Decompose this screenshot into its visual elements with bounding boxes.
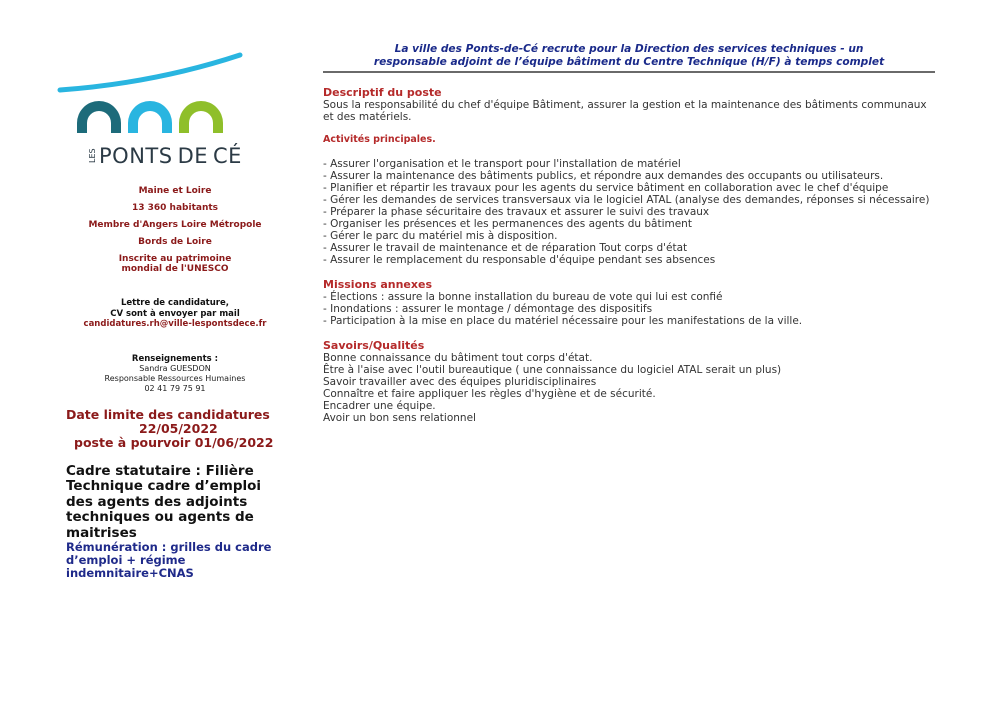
activites-list (323, 158, 935, 266)
list-item: - Inondations : assurer le montage / démontage des dispositifs (323, 303, 653, 315)
logo-graphic (55, 45, 255, 175)
contact-name: Sandra GUESDON (139, 363, 211, 373)
section-descriptif (323, 87, 935, 123)
list-item: - Gérer le parc du matériel mis à disposition. (323, 230, 558, 242)
section-savoirs (323, 340, 935, 424)
list-item: Savoir travailler avec des équipes pluridisciplinaires (323, 376, 597, 388)
list-item: Connaître et faire appliquer les règles d'hygiène et de sécurité. (323, 388, 656, 400)
list-item: - Préparer la phase sécuritaire des travaux et assurer le suivi des travaux (323, 206, 710, 218)
descriptif-text: Sous la responsabilité du chef d'équipe Bâtiment, assurer la gestion et la maintenance des bâtiments communaux et des matériels. (323, 99, 927, 123)
info-metropole: Membre d'Angers Loire Métropole (88, 220, 262, 230)
info-population: 13 360 habitants (131, 203, 219, 213)
dates-block (66, 408, 300, 450)
deadline-date: 22/05/2022 (139, 420, 218, 436)
cadre-statutaire: Cadre statutaire : Filière Technique cadre d’emploi des agents des adjoints techniques ou agents de maitrises (66, 462, 262, 541)
list-item: - Assurer le remplacement du responsable d'équipe pendant ses absences (323, 254, 716, 266)
application-email[interactable]: candidatures.rh@ville-lespontsdece.fr (83, 319, 267, 329)
sidebar (50, 45, 300, 580)
list-item: - Assurer l'organisation et le transport pour l'installation de matériel (323, 158, 681, 170)
list-item: Encadrer une équipe. (323, 400, 436, 412)
activites-heading: Activités principales. (323, 134, 436, 145)
list-item: - Assurer la maintenance des bâtiments publics, et répondre aux demandes des occupants ou utilisateurs. (323, 170, 884, 182)
city-logo (55, 45, 255, 175)
job-title-line-1: La ville des Ponts-de-Cé recrute pour la Direction des services techniques - un (394, 43, 864, 55)
info-loire: Bords de Loire (138, 237, 212, 247)
contact-info (50, 354, 300, 394)
missions-list (323, 291, 935, 327)
info-region: Maine et Loire (138, 186, 212, 196)
savoirs-heading: Savoirs/Qualités (323, 339, 425, 352)
savoirs-list (323, 352, 935, 424)
list-item: - Planifier et répartir les travaux pour les agents du service bâtiment en collaboration avec le chef d'équipe (323, 182, 889, 194)
info-unesco-2: mondial de l'UNESCO (121, 264, 229, 274)
job-content (323, 43, 935, 424)
logo-prefix: LES (88, 148, 97, 163)
section-activites (323, 134, 935, 266)
logo-arc-1 (77, 101, 121, 133)
logo-swoosh (60, 55, 240, 90)
start-date: poste à pourvoir 01/06/2022 (74, 434, 274, 450)
contact-role: Responsable Ressources Humaines (104, 373, 246, 383)
job-title (323, 43, 935, 73)
logo-arc-3 (179, 101, 223, 133)
list-item: - Participation à la mise en place du matériel nécessaire pour les manifestations de la ville. (323, 315, 803, 327)
logo-arc-2 (128, 101, 172, 133)
logo-text: PONTS DE CÉ (99, 144, 242, 168)
missions-heading: Missions annexes (323, 278, 432, 291)
list-item: Avoir un bon sens relationnel (323, 412, 476, 424)
application-instructions (50, 298, 300, 330)
contact-label: Renseignements : (131, 353, 219, 364)
contact-phone: 02 41 79 75 91 (144, 383, 206, 393)
list-item: - Assurer le travail de maintenance et de réparation Tout corps d'état (323, 242, 688, 254)
list-item: - Élections : assure la bonne installation du bureau de vote qui lui est confié (323, 291, 723, 303)
remuneration: Rémunération : grilles du cadre d’emploi + régime indemnitaire+CNAS (66, 540, 272, 580)
list-item: Être à l'aise avec l'outil bureautique ( une connaissance du logiciel ATAL serait un plus) (323, 364, 782, 376)
application-line-2: CV sont à envoyer par mail (110, 308, 240, 319)
deadline-label: Date limite des candidatures (66, 406, 270, 422)
city-info (50, 183, 300, 274)
section-missions (323, 279, 935, 327)
job-title-line-2: responsable adjoint de l’équipe bâtiment du Centre Technique (H/F) à temps complet (373, 56, 885, 68)
list-item: - Gérer les demandes de services transversaux via le logiciel ATAL (analyse des demandes, réponses si nécessaire) (323, 194, 930, 206)
info-unesco-1: Inscrite au patrimoine (118, 254, 232, 264)
descriptif-heading: Descriptif du poste (323, 86, 442, 99)
list-item: - Organiser les présences et les permanences des agents du bâtiment (323, 218, 692, 230)
list-item: Bonne connaissance du bâtiment tout corps d'état. (323, 352, 593, 364)
application-line-1: Lettre de candidature, (121, 298, 229, 308)
